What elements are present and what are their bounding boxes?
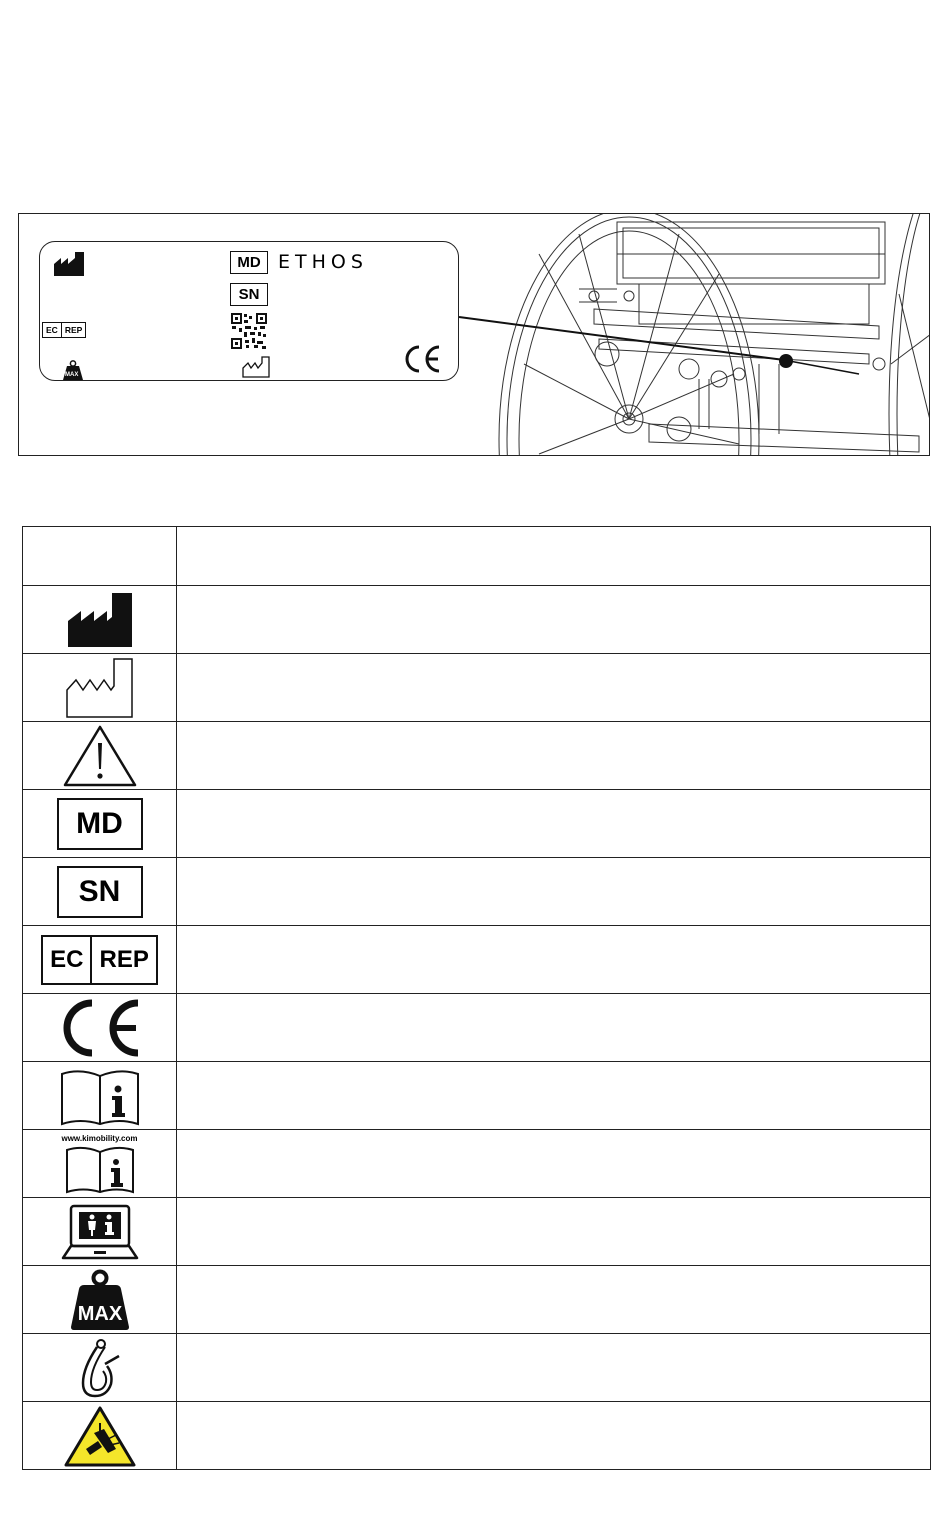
manufacturer-icon	[54, 252, 84, 276]
table-row	[23, 1266, 931, 1334]
row-description	[177, 1334, 931, 1402]
row-description	[177, 858, 931, 926]
manufacturer-icon	[68, 593, 132, 647]
row-description	[177, 790, 931, 858]
table-row	[23, 722, 931, 790]
row-description	[177, 1130, 931, 1198]
header-symbol	[23, 527, 177, 586]
symbols-table	[22, 526, 931, 1470]
row-description	[177, 994, 931, 1062]
table-row	[23, 1130, 931, 1198]
brand-logo: ETHOS	[278, 251, 368, 273]
table-row	[23, 1062, 931, 1130]
date-of-manufacture-icon	[66, 658, 134, 718]
product-label-figure	[18, 213, 930, 456]
date-of-manufacture-icon	[242, 356, 270, 378]
row-description	[177, 1266, 931, 1334]
table-row	[23, 994, 931, 1062]
ec-text: EC	[46, 325, 58, 335]
laptop-info-icon	[61, 1204, 139, 1260]
ce-mark-icon	[58, 999, 142, 1057]
table-row	[23, 858, 931, 926]
product-label	[39, 241, 459, 381]
warning-icon	[63, 725, 137, 787]
ec-rep-label	[42, 322, 86, 338]
row-description	[177, 1198, 931, 1266]
row-description	[177, 1402, 931, 1470]
max-text: MAX	[65, 372, 79, 378]
table-row	[23, 654, 931, 722]
website-url: www.kimobility.com	[61, 1133, 138, 1143]
table-row	[23, 1198, 931, 1266]
md-label: MD	[230, 251, 268, 274]
row-description	[177, 722, 931, 790]
row-description	[177, 654, 931, 722]
max-text: MAX	[77, 1302, 122, 1325]
ec-text: EC	[50, 945, 84, 973]
medical-device-icon: MD	[57, 798, 143, 850]
sn-label: SN	[230, 283, 268, 306]
table-row	[23, 1402, 931, 1470]
row-description	[177, 586, 931, 654]
table-row	[23, 1334, 931, 1402]
online-instructions-icon	[65, 1144, 135, 1194]
qr-code	[230, 312, 268, 350]
transit-hook-icon	[77, 1338, 123, 1398]
pinch-point-warning-icon	[64, 1405, 136, 1467]
instructions-icon	[60, 1066, 140, 1126]
table-row	[23, 926, 931, 994]
table-row	[23, 586, 931, 654]
table-row	[23, 790, 931, 858]
row-description	[177, 1062, 931, 1130]
row-description	[177, 926, 931, 994]
ce-mark-icon	[403, 345, 441, 373]
rep-text: REP	[61, 323, 85, 337]
rep-text: REP	[90, 937, 155, 983]
ec-rep-icon	[41, 935, 158, 985]
max-weight-icon	[70, 1269, 130, 1331]
table-header-row	[23, 527, 931, 586]
serial-number-icon: SN	[57, 866, 143, 918]
header-meaning	[177, 527, 931, 586]
